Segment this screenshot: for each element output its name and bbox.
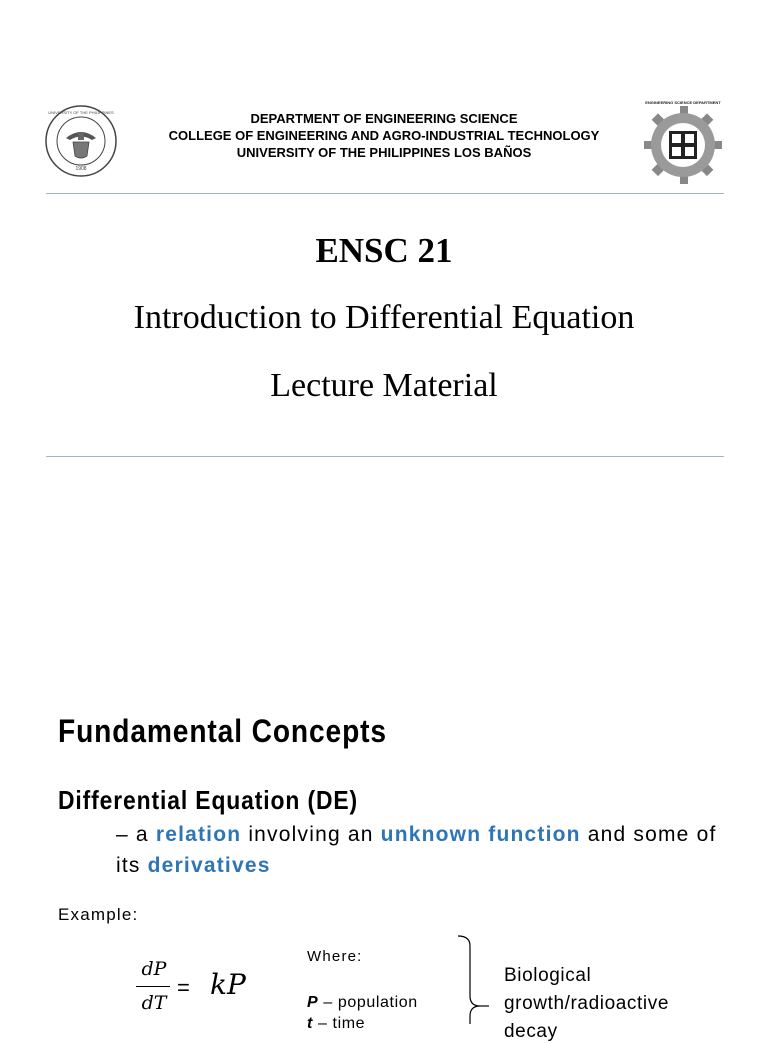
definition-mid-1: involving an [241, 823, 381, 846]
variable-p-desc: – population [323, 994, 418, 1011]
application-line-3: decay [504, 1021, 558, 1042]
up-seal-year: 1908 [75, 166, 87, 172]
equation-denominator: dT [141, 992, 167, 1014]
where-label: Where: [307, 948, 363, 965]
term-derivatives: derivatives [147, 854, 271, 877]
section-subheading: Differential Equation (DE) [58, 785, 358, 815]
fraction-bar [136, 986, 170, 987]
variable-population [307, 994, 418, 1012]
course-code: ENSC 21 [315, 231, 453, 270]
definition-line-1 [116, 823, 716, 847]
header-university: UNIVERSITY OF THE PHILIPPINES LOS BAÑOS [236, 145, 532, 160]
equation-equals: = [177, 975, 190, 1000]
header-divider [46, 193, 724, 194]
right-brace-icon [456, 934, 490, 1024]
definition-line2-prefix: its [116, 854, 148, 877]
application-line-1: Biological [504, 965, 592, 986]
header-college: COLLEGE OF ENGINEERING AND AGRO-INDUSTRIAL TECHNOLOGY [168, 128, 600, 143]
header-department: DEPARTMENT OF ENGINEERING SCIENCE [250, 111, 518, 126]
example-label: Example: [58, 905, 139, 924]
definition-prefix: – a [116, 823, 156, 846]
definition-mid-2: and some of [580, 823, 717, 846]
title-divider [46, 456, 724, 457]
variable-t-symbol: t [307, 1015, 313, 1032]
up-seal-text: UNIVERSITY OF THE PHILIPPINES [48, 110, 114, 115]
course-title: Introduction to Differential Equation [133, 299, 635, 336]
equation-rhs: kP [210, 968, 246, 1001]
definition-line-2 [116, 854, 271, 878]
variable-t-desc: – time [317, 1015, 366, 1032]
lecture-material-label: Lecture Material [270, 367, 498, 404]
logo-text: ENGINEERING SCIENCE DEPARTMENT [645, 100, 721, 105]
variable-time [307, 1015, 365, 1033]
term-unknown-function: unknown function [380, 823, 581, 846]
variable-p-symbol: P [307, 994, 319, 1011]
term-relation: relation [155, 823, 242, 846]
application-line-2: growth/radioactive [504, 993, 669, 1014]
equation-numerator: dP [141, 958, 167, 980]
section-heading: Fundamental Concepts [58, 713, 387, 749]
